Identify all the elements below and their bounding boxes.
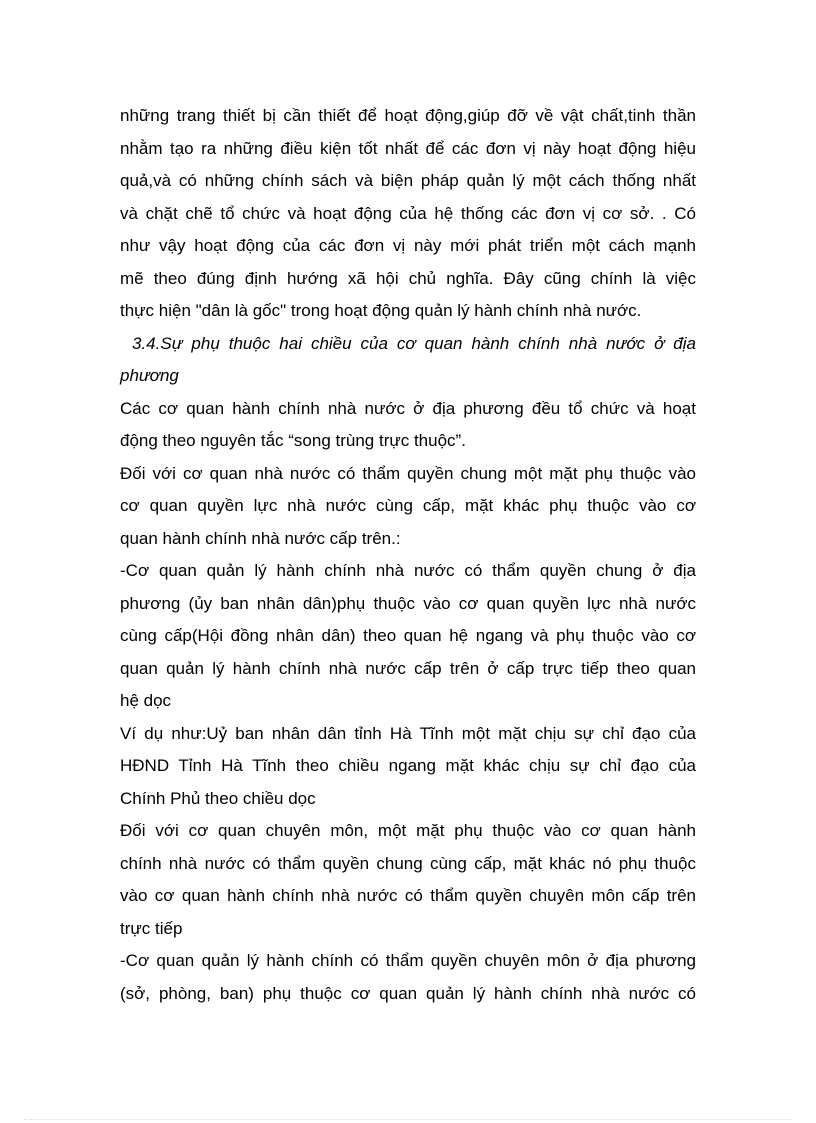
paragraph-line: như vậy hoạt động của các đơn vị này mới phát triển một cách mạnh [120, 236, 696, 255]
page-bottom-divider [24, 1119, 792, 1120]
paragraph-line: những trang thiết bị cần thiết để hoạt động,giúp đỡ về vật chất,tinh thần [120, 106, 696, 125]
paragraph-line: -Cơ quan quản lý hành chính nhà nước có thẩm quyền chung ở địa [120, 561, 696, 580]
paragraph-line: hệ dọc [120, 691, 172, 710]
paragraph-line: chính nhà nước có thẩm quyền chung cùng cấp, mặt khác nó phụ thuộc [120, 853, 696, 873]
paragraph-line: phương (ủy ban nhân dân)phụ thuộc vào cơ quan quyền lực nhà nước [120, 593, 696, 613]
paragraph-line: trực tiếp [120, 918, 183, 938]
paragraph-line: quả,và có những chính sách và biện pháp quản lý một cách thống nhất [120, 171, 696, 190]
paragraph-line: cùng cấp(Hội đồng nhân dân) theo quan hệ ngang và phụ thuộc vào cơ [120, 626, 696, 645]
paragraph-line: Đối với cơ quan nhà nước có thẩm quyền chung một mặt phụ thuộc vào [120, 463, 696, 483]
paragraph-line: Đối với cơ quan chuyên môn, một mặt phụ thuộc vào cơ quan hành [120, 821, 696, 840]
paragraph-line: cơ quan quyền lực nhà nước cùng cấp, mặt khác phụ thuộc vào cơ [120, 496, 696, 515]
paragraph-line: động theo nguyên tắc “song trùng trực thuộc”. [120, 431, 466, 450]
paragraph-line: -Cơ quan quản lý hành chính có thẩm quyền chuyên môn ở địa phương [120, 951, 696, 970]
paragraph-line: HĐND Tỉnh Hà Tĩnh theo chiều ngang mặt khác chịu sự chỉ đạo của [120, 756, 696, 775]
paragraph-line: Chính Phủ theo chiều dọc [120, 788, 316, 808]
paragraph-line: Các cơ quan hành chính nhà nước ở địa phương đều tổ chức và hoạt [120, 398, 696, 418]
paragraph-line: vào cơ quan hành chính nhà nước có thẩm quyền chuyên môn cấp trên [120, 886, 696, 905]
section-heading-continued: phương [120, 366, 179, 385]
section-heading: 3.4.Sự phụ thuộc hai chiều của cơ quan hành chính nhà nước ở địa [132, 333, 696, 353]
paragraph-line: và chặt chẽ tổ chức và hoạt động của hệ thống các đơn vị cơ sở. . Có [120, 203, 696, 223]
paragraph-line: Ví dụ như:Uỷ ban nhân dân tỉnh Hà Tĩnh một mặt chịu sự chỉ đạo của [120, 723, 696, 743]
paragraph-line: nhằm tạo ra những điều kiện tốt nhất để các đơn vị này hoạt động hiệu [120, 138, 696, 158]
paragraph-line: mẽ theo đúng định hướng xã hội chủ nghĩa. Đây cũng chính là việc [120, 268, 696, 288]
paragraph-line: quan hành chính nhà nước cấp trên.: [120, 528, 401, 548]
document-body [120, 100, 696, 1010]
paragraph-line: (sở, phòng, ban) phụ thuộc cơ quan quản lý hành chính nhà nước có [120, 983, 696, 1003]
paragraph-line: thực hiện "dân là gốc" trong hoạt động quản lý hành chính nhà nước. [120, 301, 642, 320]
paragraph-line: quan quản lý hành chính nhà nước cấp trên ở cấp trực tiếp theo quan [120, 658, 696, 678]
